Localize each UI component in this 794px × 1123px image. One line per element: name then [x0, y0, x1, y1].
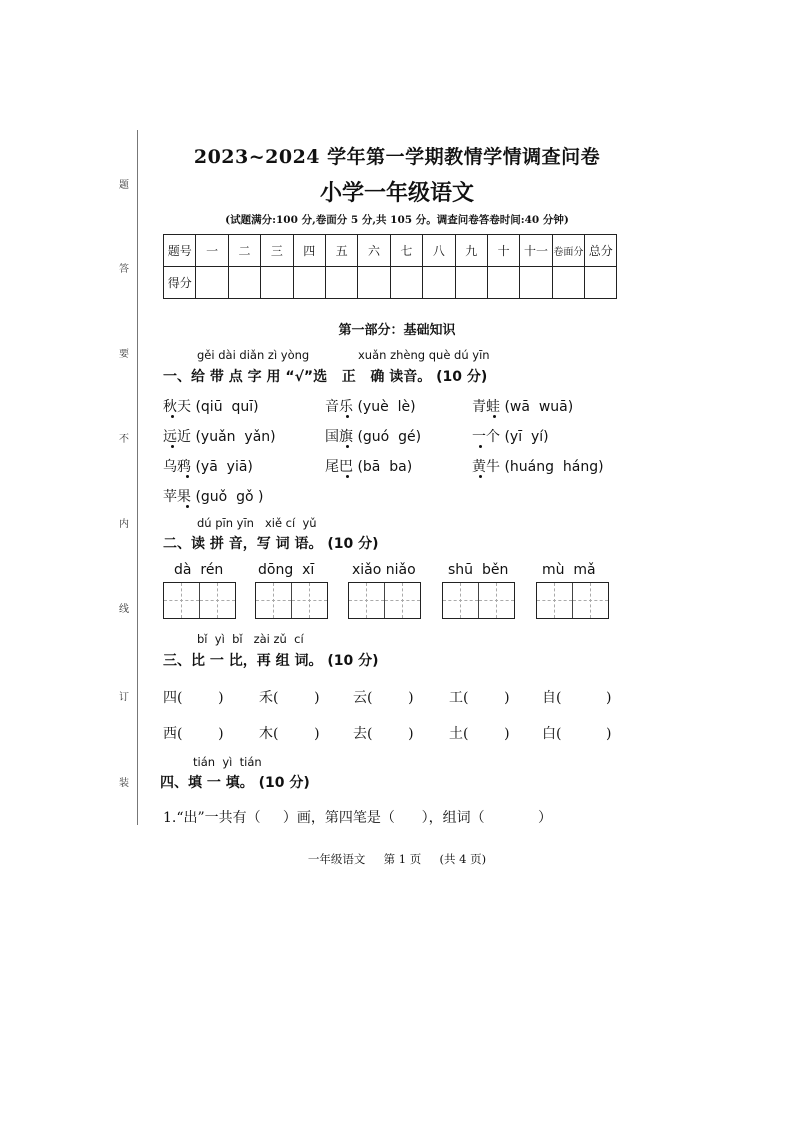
- writing-grid[interactable]: [348, 582, 421, 619]
- compare-item: 白( ): [542, 726, 612, 742]
- score-cell[interactable]: [325, 267, 357, 299]
- column-header: 三: [261, 235, 293, 267]
- score-cell[interactable]: [552, 267, 584, 299]
- score-cell[interactable]: [390, 267, 422, 299]
- emphasis-dot: [479, 475, 482, 478]
- exam-subtitle: 小学一年级语文: [319, 181, 474, 206]
- column-header: 九: [455, 235, 487, 267]
- q1-pinyin-a: gěi dài diǎn zì yòng: [197, 348, 310, 362]
- compare-item: 禾( ): [259, 690, 320, 706]
- column-header: 四: [293, 235, 325, 267]
- q3-pinyin: bǐ yì bǐ zài zǔ cí: [197, 632, 304, 646]
- exam-note: (试题满分:100 分,卷面分 5 分,共 105 分。调查问卷答卷时间:40 分钟): [225, 214, 569, 226]
- score-cell[interactable]: [423, 267, 455, 299]
- score-cell[interactable]: [196, 267, 228, 299]
- column-header: 八: [423, 235, 455, 267]
- writing-grid[interactable]: [163, 582, 236, 619]
- side-label: 不: [119, 434, 129, 445]
- side-label: 订: [119, 692, 129, 703]
- word-pinyin: xiǎo niǎo: [352, 562, 416, 578]
- compare-item: 云( ): [353, 690, 414, 706]
- compare-item: 土( ): [449, 726, 510, 742]
- q1-item: 一个 (yī yí): [472, 429, 549, 445]
- question-number-row: [164, 235, 617, 267]
- word-pinyin: mù mǎ: [542, 562, 596, 578]
- emphasis-dot: [479, 445, 482, 448]
- column-header: 六: [358, 235, 390, 267]
- column-header: 十: [487, 235, 519, 267]
- q1-item: 音乐 (yuè lè): [325, 399, 416, 415]
- column-header: 十一: [520, 235, 552, 267]
- row-label: 题号: [164, 235, 196, 267]
- column-header: 总分: [585, 235, 617, 267]
- score-cell[interactable]: [228, 267, 260, 299]
- compare-item: 西( ): [163, 726, 224, 742]
- column-header: 卷面分: [552, 235, 584, 267]
- score-row: [164, 267, 617, 299]
- page-footer: 一年级语文 第 1 页 (共 4 页): [307, 852, 487, 866]
- q1-item: 青蛙 (wā wuā): [472, 399, 574, 415]
- exam-title: 2023~2024 学年第一学期教情学情调查问卷: [193, 146, 601, 168]
- column-header: 二: [228, 235, 260, 267]
- emphasis-dot: [171, 415, 174, 418]
- writing-grid[interactable]: [536, 582, 609, 619]
- score-cell[interactable]: [455, 267, 487, 299]
- column-header: 七: [390, 235, 422, 267]
- side-label: 线: [119, 604, 129, 615]
- part-title: 第一部分：基础知识: [338, 323, 456, 338]
- score-cell[interactable]: [585, 267, 617, 299]
- q1-pinyin-b: xuǎn zhèng què dú yīn: [358, 348, 490, 362]
- score-cell[interactable]: [487, 267, 519, 299]
- q1-heading: 一、给 带 点 字 用 “√”选 正 确 读音。 (10 分): [163, 369, 488, 385]
- score-cell[interactable]: [520, 267, 552, 299]
- side-label: 内: [119, 519, 129, 530]
- writing-grid[interactable]: [255, 582, 328, 619]
- side-label: 要: [119, 349, 129, 360]
- q4-heading: 四、填 一 填。 (10 分): [160, 775, 310, 791]
- q4-pinyin: tián yì tián: [193, 755, 262, 769]
- q1-item: 国旗 (guó gé): [325, 429, 422, 445]
- q1-item: 苹果 (guǒ gǒ ): [163, 489, 264, 505]
- score-table: [163, 234, 617, 299]
- compare-item: 去( ): [353, 726, 414, 742]
- binding-line: [137, 130, 138, 825]
- emphasis-dot: [346, 475, 349, 478]
- q1-item: 远近 (yuǎn yǎn): [163, 429, 276, 445]
- q2-heading: 二、读 拼 音，写 词 语。 (10 分): [163, 536, 379, 552]
- side-label: 题: [119, 180, 129, 191]
- word-pinyin: dà rén: [174, 562, 224, 578]
- emphasis-dot: [346, 445, 349, 448]
- word-pinyin: dōng xī: [258, 562, 315, 578]
- emphasis-dot: [493, 415, 496, 418]
- score-cell[interactable]: [261, 267, 293, 299]
- score-cell[interactable]: [293, 267, 325, 299]
- q1-item: 秋天 (qiū quī): [163, 399, 259, 415]
- q2-pinyin: dú pīn yīn xiě cí yǔ: [197, 516, 317, 530]
- compare-item: 四( ): [163, 690, 224, 706]
- compare-item: 工( ): [449, 690, 510, 706]
- emphasis-dot: [346, 415, 349, 418]
- column-header: 一: [196, 235, 228, 267]
- emphasis-dot: [186, 475, 189, 478]
- compare-item: 自( ): [542, 690, 612, 706]
- side-label: 装: [119, 778, 129, 789]
- word-pinyin: shū běn: [448, 562, 509, 578]
- q1-item: 尾巴 (bā ba): [325, 459, 413, 475]
- q1-item: 黄牛 (huáng háng): [472, 459, 604, 475]
- emphasis-dot: [186, 505, 189, 508]
- side-label: 答: [119, 264, 129, 275]
- q1-item: 乌鸦 (yā yiā): [163, 459, 253, 475]
- writing-grid[interactable]: [442, 582, 515, 619]
- q3-heading: 三、比 一 比，再 组 词。 (10 分): [163, 653, 379, 669]
- row-label: 得分: [164, 267, 196, 299]
- score-cell[interactable]: [358, 267, 390, 299]
- compare-item: 木( ): [259, 726, 320, 742]
- column-header: 五: [325, 235, 357, 267]
- emphasis-dot: [171, 445, 174, 448]
- q4-line-1: 1.“出”一共有（ ）画，第四笔是（ ），组词（ ）: [163, 810, 553, 826]
